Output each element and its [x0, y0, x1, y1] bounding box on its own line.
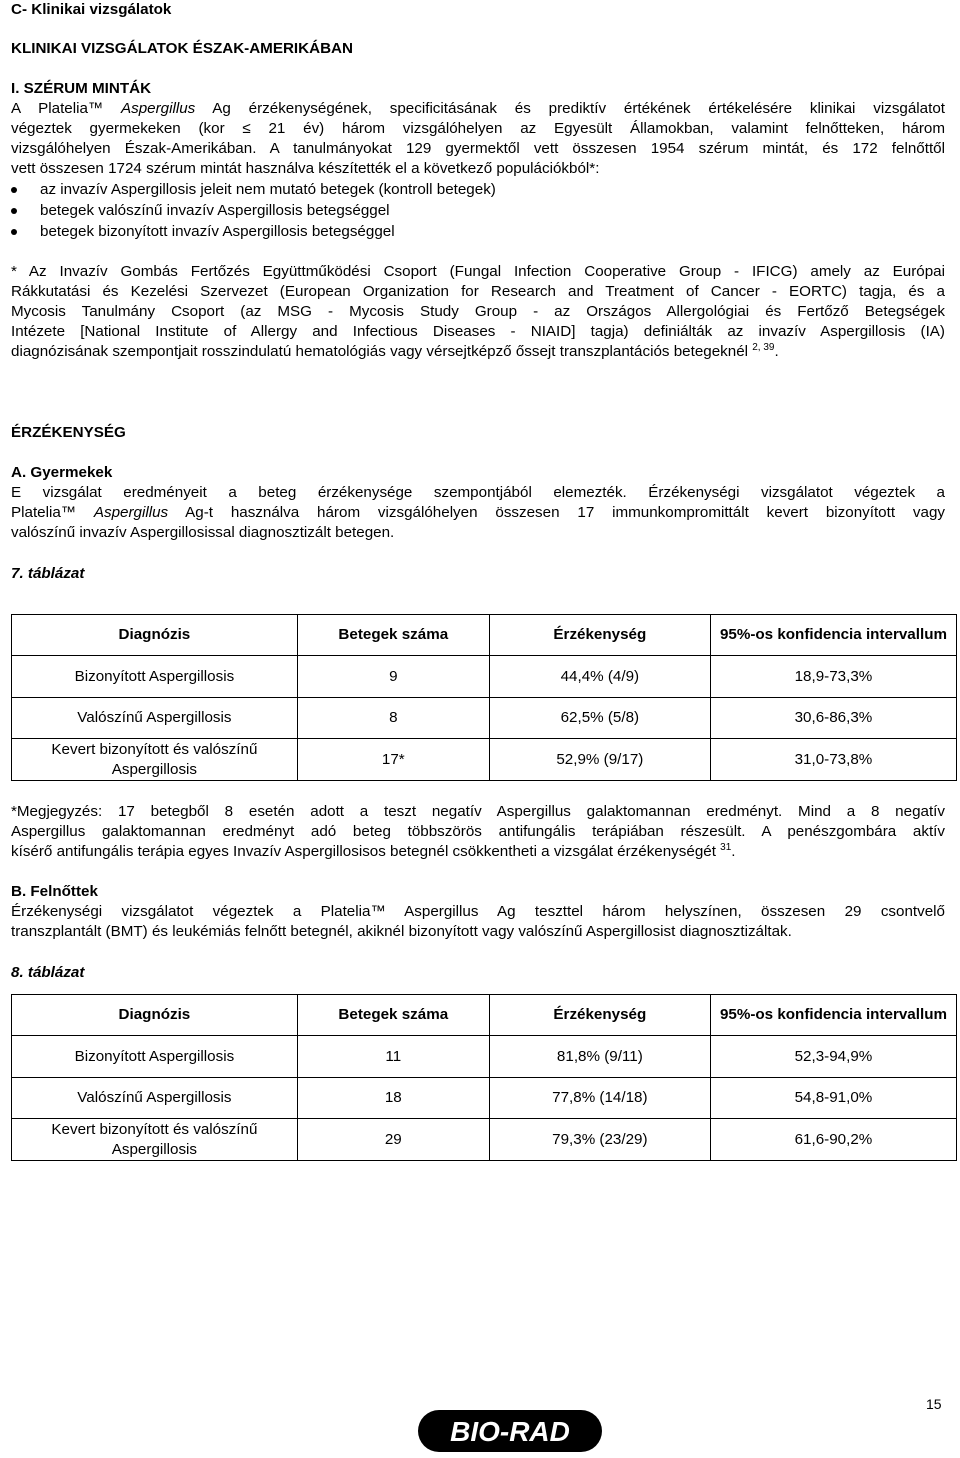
paragraph-line: vizsgálóhelyen Észak-Amerikában. A tanulmányokat 129 gyermektől vett összesen 1954 szérum mintát, és 172 felnőttől — [11, 140, 945, 157]
table-cell: Kevert bizonyított és valószínű Aspergillosis — [12, 1119, 298, 1161]
paragraph-line: transzplantált (BMT) és leukémiás felnőtt betegnél, akiknél bizonyított vagy valószínű Aspergillosist diagnosztizáltak. — [11, 923, 792, 940]
paragraph-line: * Az Invazív Gombás Fertőzés Együttműködési Csoport (Fungal Infection Cooperative Group - IFICG) amely az Európai — [11, 263, 945, 280]
paragraph-line: vett összesen 1724 szérum mintát használva készítették el a következő populációkból*: — [11, 160, 600, 177]
paragraph-line: Intézete [National Institute of Allergy and Infectious Diseases - NIAID] tagja) definiálták az invazív Aspergillosis (IA) — [11, 323, 945, 340]
serum-paragraph — [11, 99, 945, 179]
table-row — [12, 656, 957, 698]
header-cell: 95%-os konfidencia intervallum — [710, 615, 956, 656]
paragraph-line: Érzékenységi vizsgálatot végeztek a Platelia™ Aspergillus Ag teszttel három helyszínen, összesen 29 csontvelő — [11, 903, 945, 920]
table-header-row — [12, 615, 957, 656]
document-subtitle: KLINIKAI VIZSGÁLATOK ÉSZAK-AMERIKÁBAN — [11, 40, 353, 57]
table-cell: 11 — [297, 1036, 489, 1078]
table-row — [12, 698, 957, 739]
table-cell: 54,8-91,0% — [710, 1078, 956, 1119]
bio-rad-logo — [418, 1410, 602, 1452]
header-cell: Diagnózis — [12, 615, 298, 656]
paragraph-line: valószínű invazív Aspergillosissal diagnosztizált betegen. — [11, 524, 395, 541]
table-cell: 8 — [297, 698, 489, 739]
table-cell: 44,4% (4/9) — [489, 656, 710, 698]
header-cell: Érzékenység — [489, 615, 710, 656]
paragraph-line: A Platelia™ Aspergillus Ag érzékenységének, specificitásának és prediktív értékének értékelésére klinikai vizsgálatot — [11, 100, 946, 117]
table-cell: 81,8% (9/11) — [489, 1036, 710, 1078]
children-paragraph — [11, 483, 945, 543]
table-cell: Valószínű Aspergillosis — [12, 698, 298, 739]
header-cell: Betegek száma — [297, 615, 489, 656]
section-title: C- Klinikai vizsgálatok — [11, 1, 172, 18]
paragraph-line: végeztek gyermekeken (kor ≤ 21 év) három vizsgálóhelyen az Egyesült Államokban, valamint felnőtteken, három — [11, 120, 945, 137]
table-8 — [11, 994, 957, 1161]
bullet-icon — [11, 187, 17, 193]
paragraph-line: diagnózisának szempontjait rosszindulatú hematológiás vagy vérsejtképző őssejt transzplantációs betegeknél $^{2, 39}$. — [11, 342, 779, 360]
table-cell: 79,3% (23/29) — [489, 1119, 710, 1161]
table-cell: Valószínű Aspergillosis — [12, 1078, 298, 1119]
table-cell: 18,9-73,3% — [710, 656, 956, 698]
table-row — [12, 739, 957, 781]
logo-text: BIO-RAD — [450, 1416, 570, 1447]
header-cell: Érzékenység — [489, 995, 710, 1036]
serum-heading: I. SZÉRUM MINTÁK — [11, 80, 152, 97]
table-cell: Kevert bizonyított és valószínű Aspergillosis — [12, 739, 298, 781]
table7-note — [11, 802, 945, 862]
header-cell: Betegek száma — [297, 995, 489, 1036]
paragraph-line: Platelia™ Aspergillus Ag-t használva három vizsgálóhelyen összesen 17 immunkompromittált kevert bizonyított vagy — [11, 504, 945, 521]
table-row — [12, 1036, 957, 1078]
table-cell: 62,5% (5/8) — [489, 698, 710, 739]
paragraph-line: E vizsgálat eredményeit a beteg érzékenysége szempontjából elemezték. Érzékenységi vizsgálatot végeztek a — [11, 484, 945, 501]
table-cell: 31,0-73,8% — [710, 739, 956, 781]
table-row — [12, 1119, 957, 1161]
paragraph-line: Aspergillus galaktomannan eredményt adó beteg többszörös antifungális terápiában részesült. A penészgombára aktív — [11, 823, 945, 840]
table8-caption: 8. táblázat — [11, 964, 85, 981]
table-cell: 17* — [297, 739, 489, 781]
table-cell: Bizonyított Aspergillosis — [12, 656, 298, 698]
table-cell: Bizonyított Aspergillosis — [12, 1036, 298, 1078]
page-number: 15 — [926, 1396, 942, 1412]
bullet-icon — [11, 229, 17, 235]
table-cell: 52,9% (9/17) — [489, 739, 710, 781]
children-heading: A. Gyermekek — [11, 464, 113, 481]
table-cell: 77,8% (14/18) — [489, 1078, 710, 1119]
adults-heading: B. Felnőttek — [11, 883, 98, 900]
paragraph-line: Rákkutatási és Kezelési Szervezet (European Organization for Research and Treatment of Cancer - EORTC) tagja, és a — [11, 283, 945, 300]
table-header-row — [12, 995, 957, 1036]
table-row — [12, 1078, 957, 1119]
bullet-icon — [11, 208, 17, 214]
table7-caption: 7. táblázat — [11, 565, 85, 582]
sensitivity-heading: ÉRZÉKENYSÉG — [11, 424, 126, 441]
paragraph-line: kísérő antifungális terápia egyes Invazív Aspergillosisos betegnél csökkentheti a vizsgálat érzékenységét $^{31}$. — [11, 842, 736, 860]
table-cell: 30,6-86,3% — [710, 698, 956, 739]
table-cell: 18 — [297, 1078, 489, 1119]
table-cell: 29 — [297, 1119, 489, 1161]
header-cell: Diagnózis — [12, 995, 298, 1036]
paragraph-line: Mycosis Tanulmány Csoport (az MSG - Mycosis Study Group - az Országos Allergológiai és Fertőző Betegségek — [11, 303, 945, 320]
footnote-paragraph — [11, 262, 945, 362]
paragraph-line: *Megjegyzés: 17 betegből 8 esetén adott a teszt negatív Aspergillus galaktomannan eredményt. Mind a 8 negatív — [11, 803, 945, 820]
table-cell: 9 — [297, 656, 489, 698]
adults-paragraph — [11, 902, 945, 942]
table-cell: 61,6-90,2% — [710, 1119, 956, 1161]
table-cell: 52,3-94,9% — [710, 1036, 956, 1078]
table-7 — [11, 614, 957, 781]
header-cell: 95%-os konfidencia intervallum — [710, 995, 956, 1036]
